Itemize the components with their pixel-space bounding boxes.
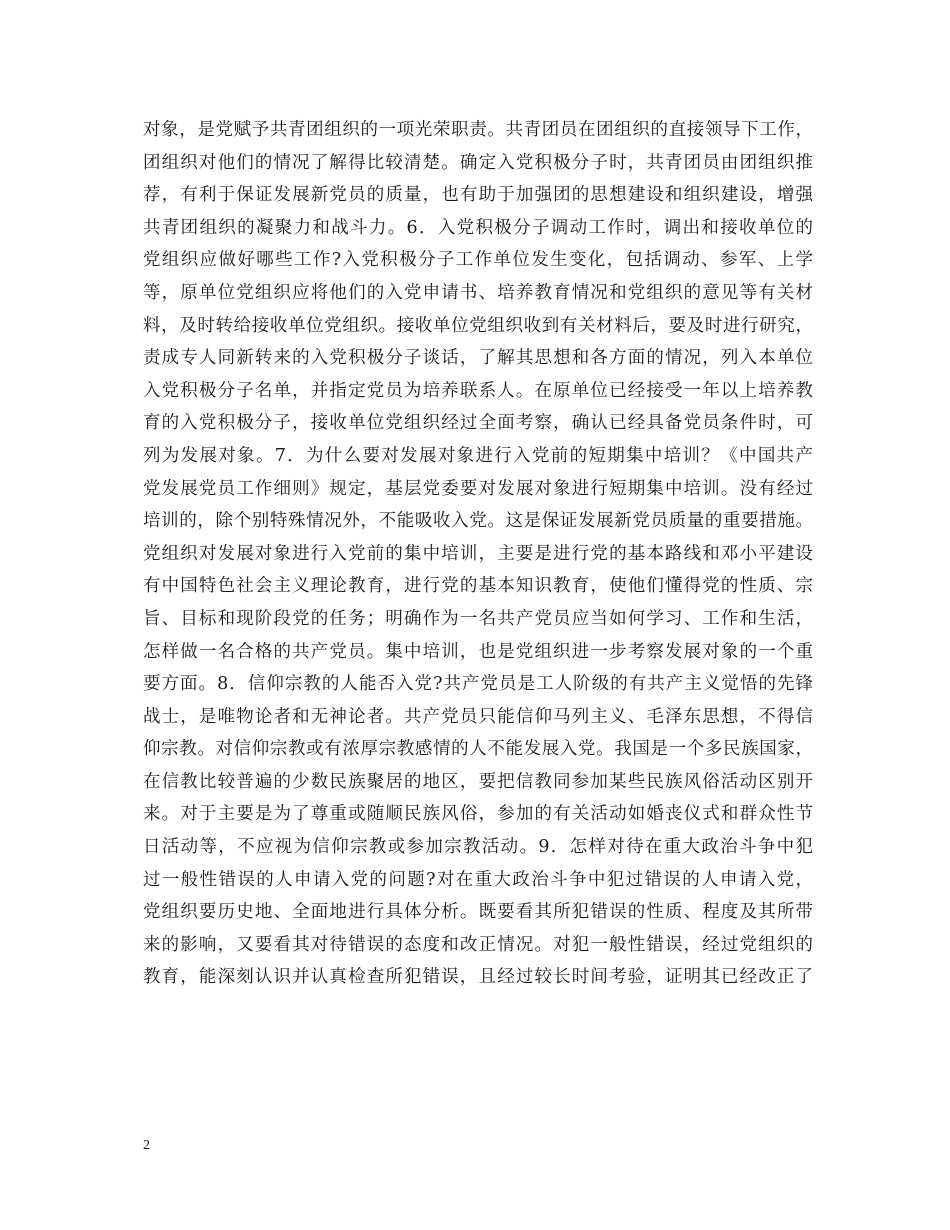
text-line: 责成专人同新转来的入党积极分子谈话，了解其思想和各方面的情况，列入本单位 bbox=[143, 348, 813, 369]
text-line: 有中国特色社会主义理论教育，进行党的基本知识教育，使他们懂得党的性质、宗 bbox=[143, 576, 813, 597]
text-line: 党组织对发展对象进行入党前的集中培训，主要是进行党的基本路线和邓小平建设 bbox=[143, 543, 813, 564]
text-line: 共青团组织的凝聚力和战斗力。6．入党积极分子调动工作时，调出和接收单位的 bbox=[143, 217, 813, 238]
text-line: 党发展党员工作细则》规定，基层党委要对发展对象进行短期集中培训。没有经过 bbox=[143, 478, 813, 499]
text-line: 培训的，除个别特殊情况外，不能吸收入党。这是保证发展新党员质量的重要措施。 bbox=[143, 511, 813, 532]
text-line: 荐，有利于保证发展新党员的质量，也有助于加强团的思想建设和组织建设，增强 bbox=[143, 185, 813, 206]
text-line: 来的影响，又要看其对待错误的态度和改正情况。对犯一般性错误，经过党组织的 bbox=[143, 934, 813, 955]
text-line: 日活动等，不应视为信仰宗教或参加宗教活动。9．怎样对待在重大政治斗争中犯 bbox=[143, 837, 813, 858]
body-text bbox=[143, 114, 813, 994]
text-line: 入党积极分子名单，并指定党员为培养联系人。在原单位已经接受一年以上培养教 bbox=[143, 380, 813, 401]
text-line: 要方面。8．信仰宗教的人能否入党?共产党员是工人阶级的有共产主义觉悟的先锋 bbox=[143, 674, 813, 695]
text-line: 旨、目标和现阶段党的任务；明确作为一名共产党员应当如何学习、工作和生活， bbox=[143, 608, 813, 629]
text-line: 党组织应做好哪些工作?入党积极分子工作单位发生变化，包括调动、参军、上学 bbox=[143, 250, 813, 271]
page-number: 2 bbox=[143, 1138, 150, 1153]
text-line: 仰宗教。对信仰宗教或有浓厚宗教感情的人不能发展入党。我国是一个多民族国家， bbox=[143, 739, 813, 760]
text-line: 来。对于主要是为了尊重或随顺民族风俗，参加的有关活动如婚丧仪式和群众性节 bbox=[143, 804, 813, 825]
text-line: 育的入党积极分子，接收单位党组织经过全面考察，确认已经具备党员条件时，可 bbox=[143, 413, 813, 434]
text-line: 党组织要历史地、全面地进行具体分析。既要看其所犯错误的性质、程度及其所带 bbox=[143, 902, 813, 923]
text-line: 对象，是党赋予共青团组织的一项光荣职责。共青团员在团组织的直接领导下工作， bbox=[143, 120, 813, 140]
text-line: 列为发展对象。7．为什么要对发展对象进行入党前的短期集中培训？《中国共产 bbox=[143, 445, 813, 466]
text-line: 怎样做一名合格的共产党员。集中培训，也是党组织进一步考察发展对象的一个重 bbox=[143, 641, 813, 662]
text-line: 在信教比较普遍的少数民族聚居的地区，要把信教同参加某些民族风俗活动区别开 bbox=[143, 771, 813, 792]
text-line: 过一般性错误的人申请入党的问题?对在重大政治斗争中犯过错误的人申请入党， bbox=[143, 869, 813, 890]
text-line: 团组织对他们的情况了解得比较清楚。确定入党积极分子时，共青团员由团组织推 bbox=[143, 152, 813, 173]
text-line: 教育，能深刻认识并认真检查所犯错误，且经过较长时间考验，证明其已经改正了 bbox=[143, 967, 813, 988]
text-line: 战士，是唯物论者和无神论者。共产党员只能信仰马列主义、毛泽东思想，不得信 bbox=[143, 706, 813, 727]
text-line: 料，及时转给接收单位党组织。接收单位党组织收到有关材料后，要及时进行研究， bbox=[143, 315, 813, 336]
text-line: 等，原单位党组织应将他们的入党申请书、培养教育情况和党组织的意见等有关材 bbox=[143, 282, 813, 303]
